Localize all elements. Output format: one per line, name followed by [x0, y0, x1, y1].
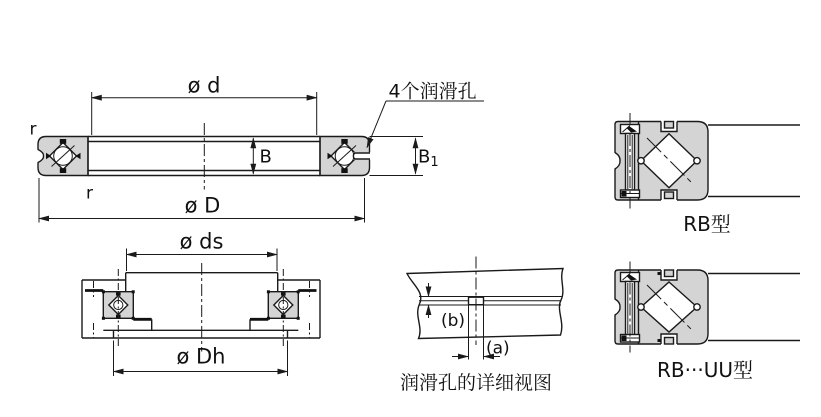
detail-band [407, 269, 563, 339]
dim-width-B [253, 138, 272, 174]
dim-housing-Dh [114, 341, 288, 377]
mounting-cross-section [82, 230, 320, 377]
detail-caption: 润滑孔的详细视图 [399, 372, 553, 394]
rb-type-label: RB型 [683, 212, 731, 236]
radius-label-top: r [29, 119, 37, 140]
dim-width-B1 [370, 137, 439, 176]
lube-holes-note [367, 81, 484, 148]
dim-bore-label: ø d [187, 73, 221, 98]
rbuu-type-figure [614, 262, 800, 383]
lube-holes-note-label: 4个润滑孔 [388, 80, 477, 103]
dim-shaft-label: ø ds [179, 229, 224, 254]
rb-type-figure [614, 113, 800, 236]
dim-width-label: B [259, 146, 272, 168]
rbuu-type-label: RB···UU型 [657, 358, 753, 382]
lube-hole-detail-view [400, 257, 563, 395]
dim-outer-label: ø D [184, 193, 221, 218]
dim-b-label: (b) [441, 311, 466, 331]
dim-a [452, 339, 510, 359]
dim-a-label: (a) [486, 338, 510, 359]
dim-width-b1-label: B1 [418, 146, 439, 170]
dim-housing-label: ø Dh [176, 344, 226, 369]
main-bearing-cross-section [30, 74, 485, 223]
radius-label-bottom: r [86, 183, 93, 204]
